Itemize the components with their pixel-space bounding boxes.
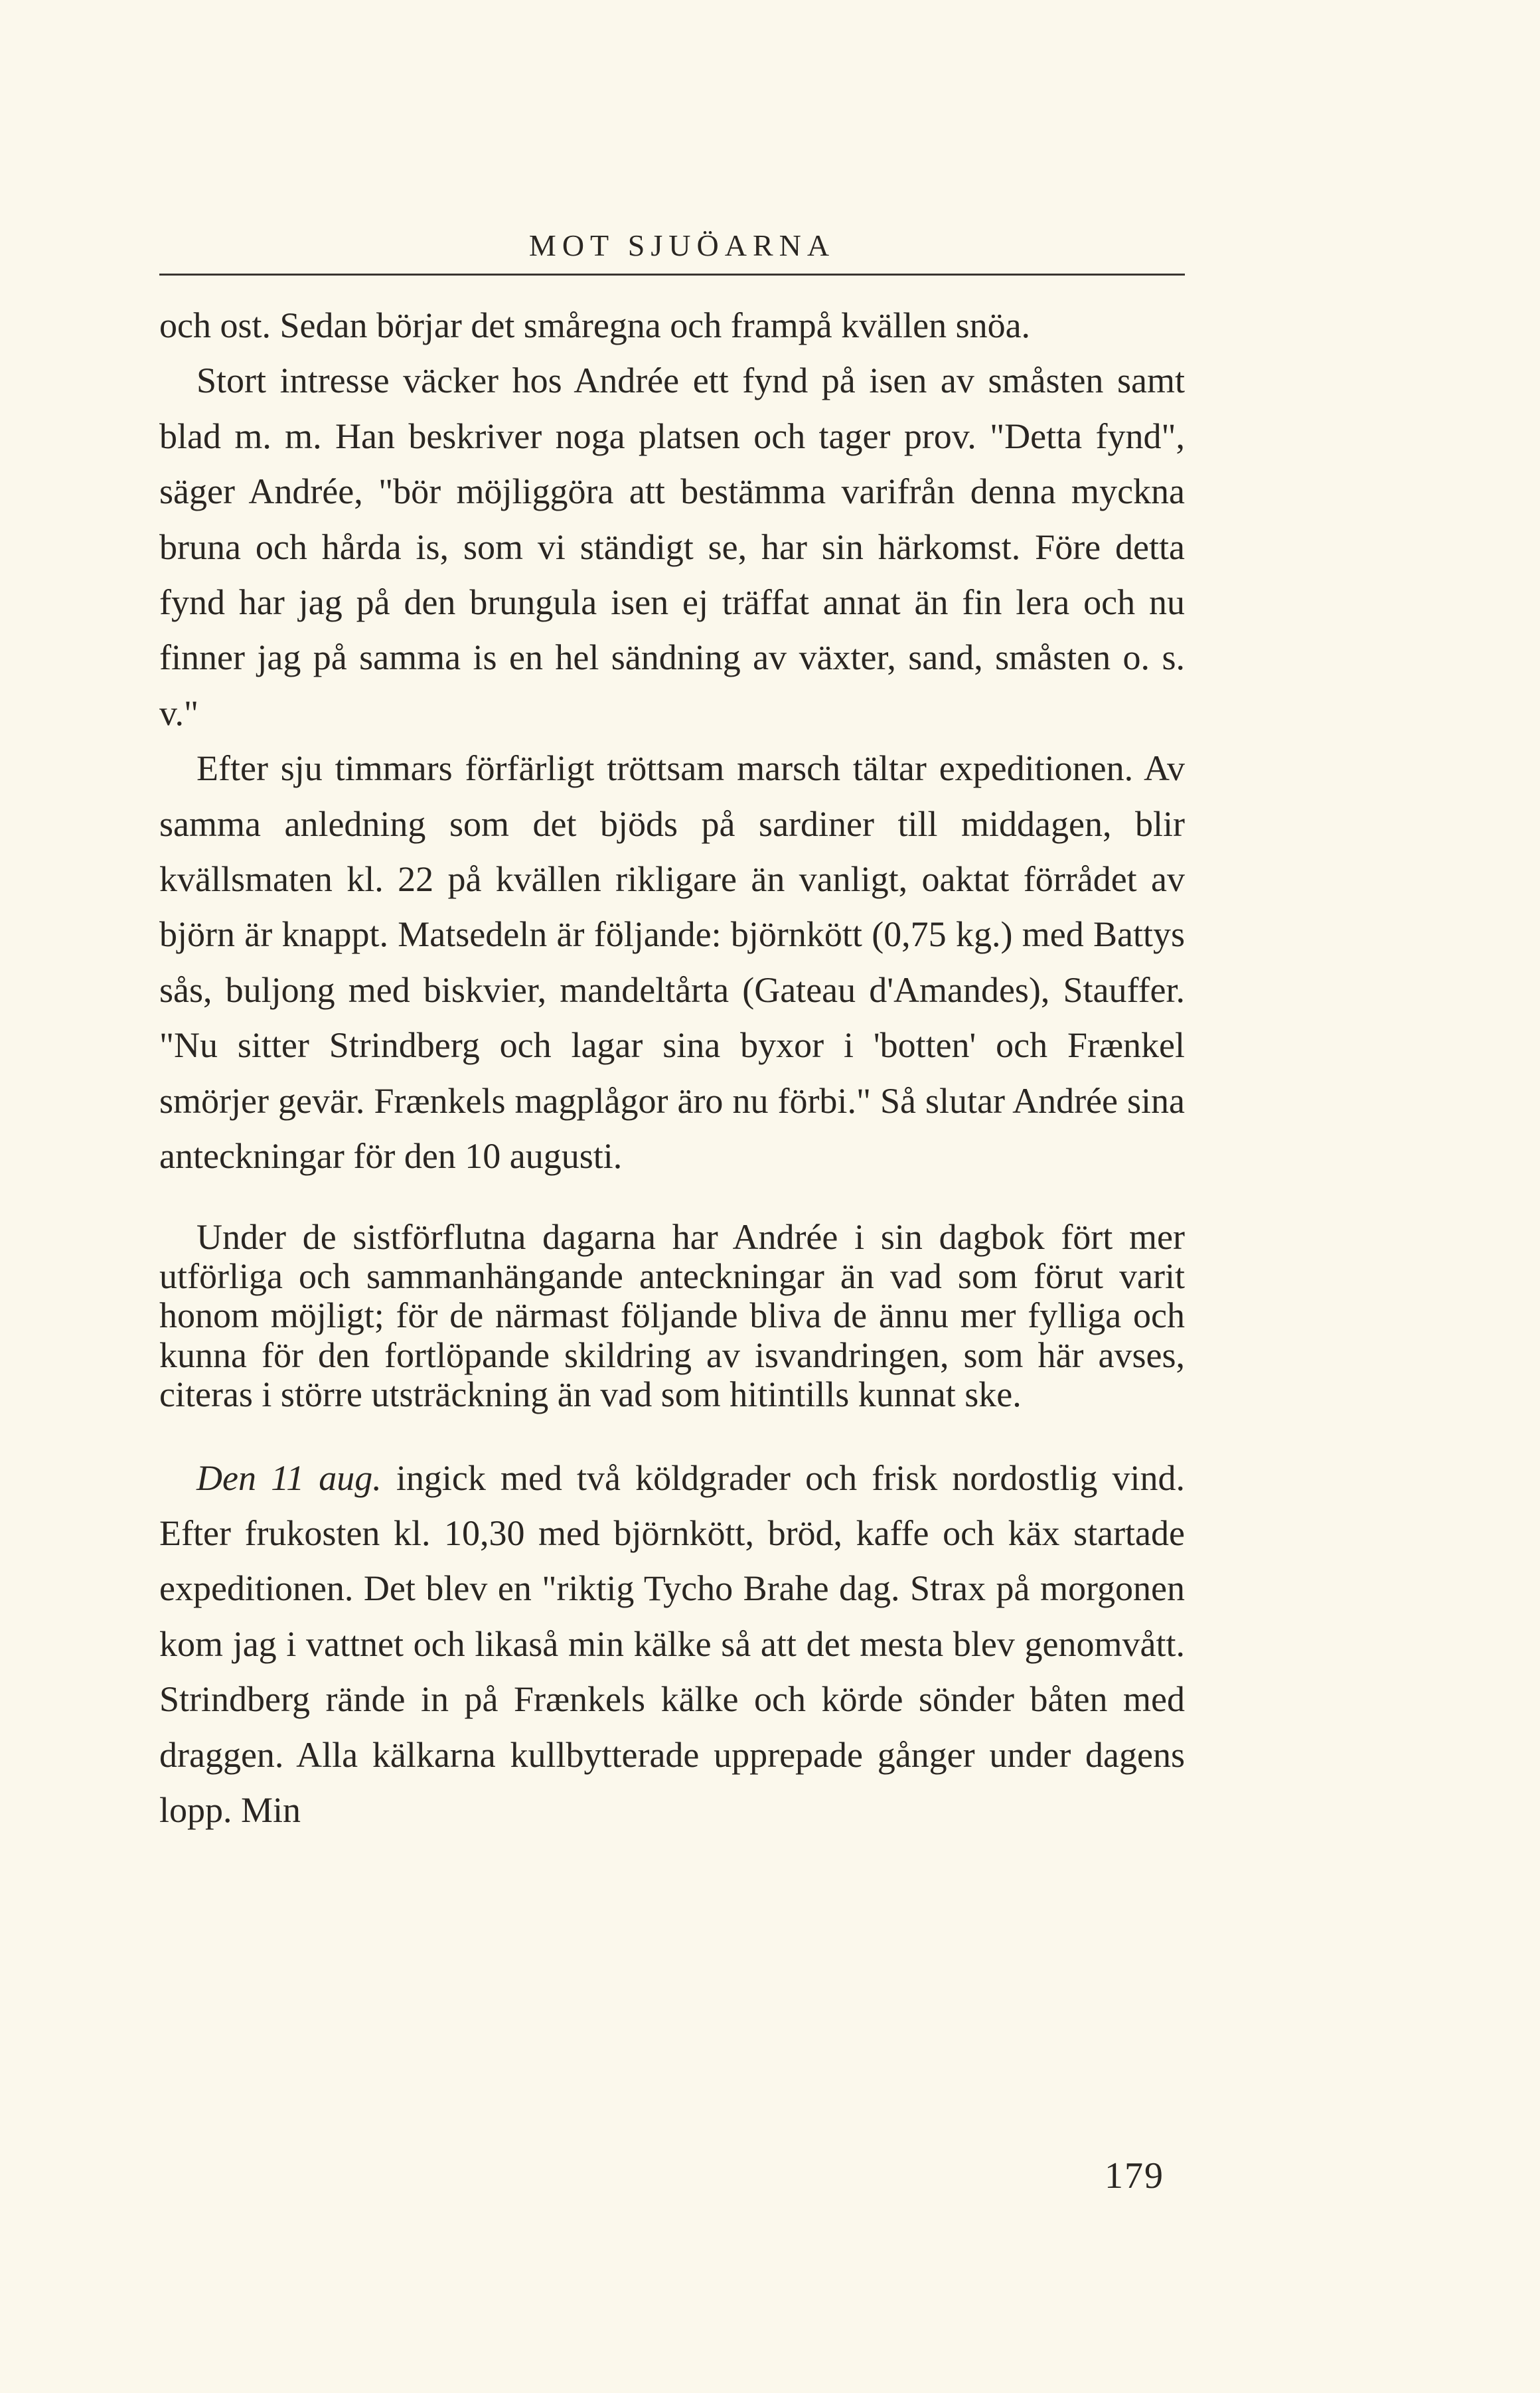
paragraph-2: Stort intresse väcker hos Andrée ett fynd på isen av småsten samt blad m. m. Han beskriver noga platsen och tager prov. "Detta fynd", säger Andrée, "bör möjliggöra att bestämma varifrån denna myckna bruna och hårda is, som vi ständigt se, har sin härkomst. Före detta fynd har jag på den brungula isen ej träffat annat än fin lera och nu finner jag på samma is en hel sändning av växter, sand, småsten o. s. v." [159,361,1185,733]
paragraph-4: Under de sistförflutna dagarna har Andrée i sin dagbok fört mer utförliga och sammanhängande anteckningar än vad som förut varit honom möjligt; för de närmast följande bliva de ännu mer fylliga och kunna för den fortlöpande skildring av isvandringen, som här avses, citeras i större utsträckning än vad som hitintills kunnat ske. [159,1216,1185,1415]
entry-date: Den 11 aug. [196,1457,382,1498]
page-number: 179 [1105,2155,1164,2196]
paragraph-1: och ost. Sedan börjar det småregna och frampå kvällen snöa. [159,305,1031,345]
running-head: MOT SJUÖARNA [528,228,836,262]
paragraph-3: Efter sju timmars förfärligt tröttsam marsch tältar expeditionen. Av samma anledning som det bjöds på sardiner till middagen, blir kvällsmaten kl. 22 på kvällen rikligare än vanligt, oaktat förrådet av björn är knappt. Matsedeln är följande: björnkött (0,75 kg.) med Battys sås, buljong med biskvier, mandeltårta (Gateau d'Amandes), Stauffer. "Nu sitter Strindberg och lagar sina byxor i 'botten' och Frænkel smörjer gevär. Frænkels magplågor äro nu förbi." Så slutar Andrée sina anteckningar för den 10 augusti. [159,748,1185,1177]
page-content [159,226,1185,1838]
paragraph-5-text: ingick med två köldgrader och frisk nordostlig vind. Efter frukosten kl. 10,30 med björnkött, bröd, kaffe och käx startade expeditionen. Det blev en "riktig Tycho Brahe dag. Strax på morgonen kom jag i vattnet och likaså min kälke så att det mesta blev genomvått. Strindberg rände in på Frænkels kälke och körde sönder båten med draggen. Alla kälkarna kullbytterade upprepade gånger under dagens lopp. Min [159,1457,1185,1830]
header-rule [159,274,1185,276]
paragraph-5 [159,1451,1185,1839]
